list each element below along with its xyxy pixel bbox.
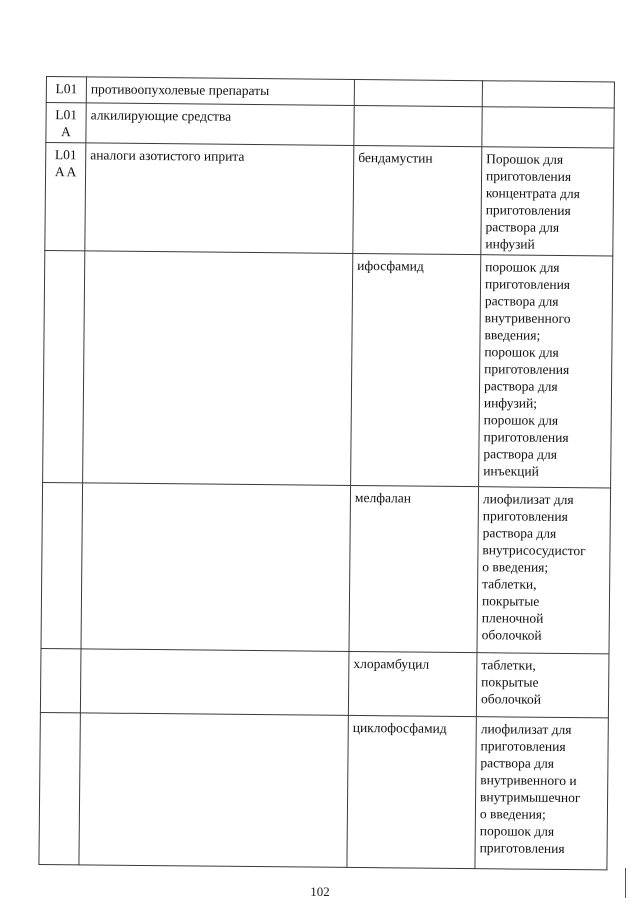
dosage-form-line: Порошок для xyxy=(486,151,564,167)
dosage-form-line: покрытые xyxy=(481,674,539,690)
drug-name-cell: хлорамбуцил xyxy=(348,651,477,716)
dosage-forms-cell xyxy=(477,487,611,654)
dosage-form-line: инъекций xyxy=(483,463,539,479)
dosage-form-line: инфузий xyxy=(485,236,535,252)
group-name-cell xyxy=(81,483,351,652)
dosage-form-line: приготовления xyxy=(483,429,569,446)
dosage-form-line: приготовления xyxy=(479,840,565,857)
dosage-form-line: порошок для xyxy=(485,259,560,275)
dosage-form-line: концентрата для xyxy=(485,185,580,202)
dosage-form-line: лиофилизат для xyxy=(480,721,572,738)
atc-code-cell xyxy=(39,712,80,864)
atc-code-cell xyxy=(43,250,85,482)
dosage-forms-cell xyxy=(479,255,613,488)
dosage-forms-cell xyxy=(482,107,614,148)
table-row xyxy=(41,482,611,653)
group-name-cell xyxy=(79,713,348,868)
dosage-form-line: приготовления xyxy=(485,202,571,219)
table-row xyxy=(40,648,609,717)
dosage-form-line: порошок для xyxy=(479,823,555,839)
dosage-form-line: раствора для xyxy=(480,755,555,771)
drug-name-cell xyxy=(354,79,482,106)
dosage-form-line: приготовления xyxy=(485,168,572,185)
atc-code-cell: L01 xyxy=(46,77,86,103)
dosage-forms-cell xyxy=(475,717,608,870)
dosage-form-line: внутрисосудистог xyxy=(482,542,586,559)
dosage-form-line: введения; xyxy=(484,327,541,343)
drug-name-cell xyxy=(354,105,482,146)
dosage-form-line: раствора для xyxy=(482,525,557,541)
group-name-cell: алкилирующие средства xyxy=(86,103,354,146)
group-name-cell: аналоги азотистого иприта xyxy=(85,143,354,254)
dosage-form-line: таблетки, xyxy=(481,657,536,673)
dosage-forms-cell xyxy=(481,147,614,256)
atc-code-cell: L01A xyxy=(46,103,86,143)
table-row xyxy=(46,103,614,148)
table-row xyxy=(39,712,608,869)
dosage-form-line: о введения; xyxy=(479,806,546,822)
dosage-form-line: инфузий; xyxy=(483,395,538,411)
drug-classification-table xyxy=(38,76,615,870)
dosage-form-line: пленочной xyxy=(481,610,544,626)
dosage-form-line: оболочкой xyxy=(480,691,542,707)
dosage-form-line: раствора для xyxy=(483,378,558,394)
scan-edge-mark xyxy=(625,868,626,898)
dosage-form-line: о введения; xyxy=(482,559,549,575)
table-row xyxy=(45,143,614,256)
dosage-form-line: приготовления xyxy=(482,508,568,525)
dosage-form-line: приготовления xyxy=(484,361,570,378)
table-container xyxy=(38,76,614,870)
table-row xyxy=(43,250,613,487)
dosage-form-line: внутривенного и xyxy=(480,772,577,789)
drug-name-cell: мелфалан xyxy=(349,485,479,652)
page-number: 102 xyxy=(310,884,330,899)
dosage-form-line: покрытые xyxy=(481,593,540,609)
drug-name-cell: циклофосфамид xyxy=(347,715,476,868)
dosage-form-line: раствора для xyxy=(485,219,560,235)
dosage-form-line: раствора для xyxy=(484,293,559,309)
dosage-form-line: порошок для xyxy=(483,412,559,428)
dosage-form-line: лиофилизат для xyxy=(482,491,574,508)
dosage-form-line: приготовления xyxy=(480,738,566,755)
atc-code-cell xyxy=(41,482,83,648)
atc-code-cell xyxy=(40,648,81,712)
dosage-form-line: приготовления xyxy=(484,276,571,293)
dosage-form-line: раствора для xyxy=(483,446,558,462)
atc-code-cell: L01A A xyxy=(45,143,86,251)
dosage-form-line: порошок для xyxy=(484,344,559,360)
dosage-form-line: оболочкой xyxy=(481,627,542,643)
dosage-forms-cell xyxy=(476,653,609,718)
group-name-cell xyxy=(83,251,353,486)
dosage-form-line: внутривенного xyxy=(484,310,571,327)
dosage-form-line: таблетки, xyxy=(482,576,537,592)
dosage-form-line: внутримышечног xyxy=(480,789,581,806)
group-name-cell xyxy=(80,649,349,716)
dosage-forms-cell xyxy=(482,81,614,108)
drug-name-cell: ифосфамид xyxy=(351,253,481,486)
group-name-cell: противоопухолевые препараты xyxy=(86,77,354,106)
drug-name-cell: бендамустин xyxy=(353,145,482,254)
